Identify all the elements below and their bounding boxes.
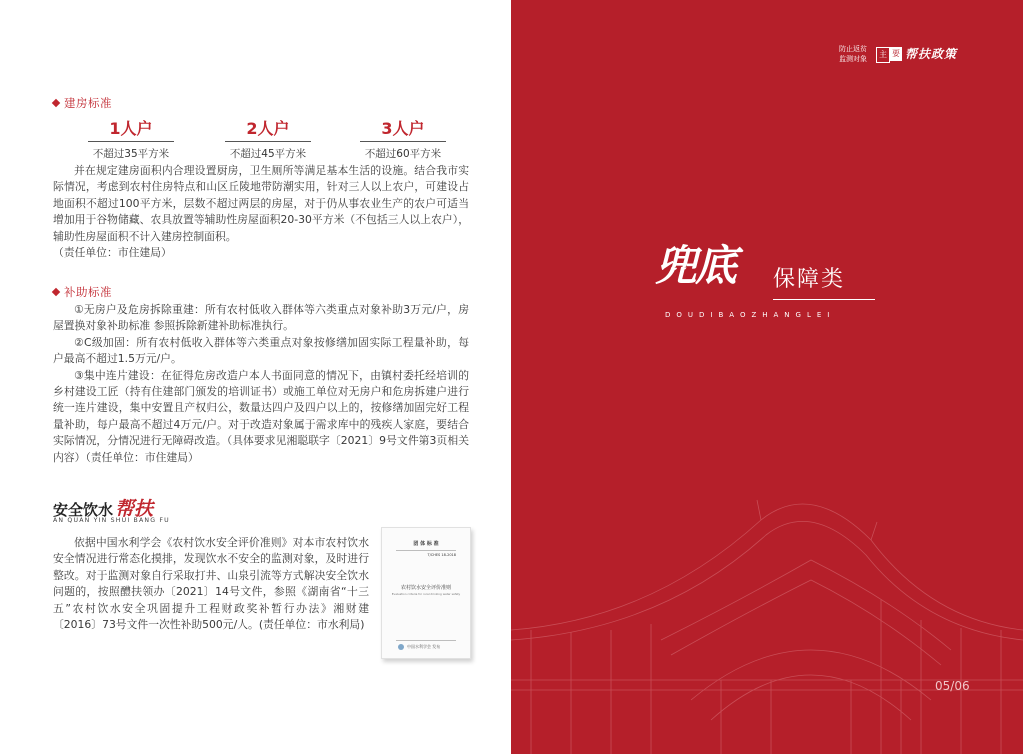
housing-paragraph: 并在规定建房面积内合理设置厨房，卫生厕所等满足基本生活的设施。结合我市实际情况，考虑到农村住房特点和山区丘陵地带防潮实用，针对三人以上农户，可建设占地面积不超过100平方米，层数不超过两层的房屋，对于仍从事农业生产的农户可适当增加用于谷物储藏、农具放置等辅助性房屋面积20-30平方米（不包括三人以上农户），辅助性房屋面积不计入建房控制面积。 （责任单位：市住建局） — [53, 163, 469, 261]
diamond-bullet-icon — [52, 99, 60, 107]
book-title: 农村饮水安全评价准则 — [400, 585, 451, 591]
household-1 — [88, 119, 174, 161]
diamond-bullet-icon — [52, 288, 60, 296]
housing-standard-heading: 建房标准 — [53, 95, 112, 111]
policy-badge — [833, 44, 963, 65]
section-title-calligraphy: 兜底 — [655, 241, 736, 290]
book-code: T/CHES 18-2018 — [427, 553, 456, 557]
subsidy-item-3: ③集中连片建设：在征得危房改造户本人书面同意的情况下，由镇村委托经培训的乡村建设工匠（持有住建部门颁发的培训证书）或施工单位对无房户和危房拆建户进行统一连片建设，集中安置且产权归公，数量达四户及四户以上的，按修缮加固完好工程量补助，每户最高不超过4万元/户。对于改造对象属于需求库中的残疾人家庭，要结合实际情况，分情况进行无障碍改造。（具体要求见湘聪联字〔2021〕9号文件第3页相关内容）（责任单位：市住建局） — [53, 368, 469, 464]
badge-box-1: 主 — [876, 47, 890, 63]
page-number: 05/06 — [935, 679, 970, 693]
household-count: 1人户 — [88, 119, 174, 142]
household-limit: 不超过45平方米 — [229, 148, 307, 160]
water-pinyin: AN QUAN YIN SHUI BANG FU — [53, 517, 170, 524]
subsidy-paragraph — [53, 302, 469, 466]
badge-text: 防止返贫 监测对象 — [839, 45, 867, 63]
housing-responsible: （责任单位：市住建局） — [53, 246, 172, 260]
household-3 — [360, 119, 446, 161]
book-top-label: 团 体 标 准 — [413, 541, 439, 547]
water-title: 安全饮水 — [53, 501, 114, 519]
household-count: 3人户 — [360, 119, 446, 142]
subsidy-item-2: ②C级加固：所有农村低收入群体等六类重点对象按修缮加固实际工程量补助，每户最高不超过1.5万元/户。 — [53, 335, 469, 366]
subsidy-standard-heading: 补助标准 — [53, 284, 112, 300]
section-title-pinyin: DOUDIBAOZHANGLEI — [665, 311, 836, 319]
standard-book-cover — [381, 527, 471, 659]
water-paragraph: 依据中国水利学会《农村饮水安全评价准则》对本市农村饮水安全情况进行常态化摸排，发现饮水不安全的监测对象，及时进行整改。对于监测对象自行采取打井、山泉引流等方式解决安全饮水问题的，按照醴扶领办〔2021〕14号文件，参照《湖南省“十三五”农村饮水安全巩固提升工程财政奖补暂行办法》湘财建〔2016〕73号文件一次性补助500元/人。(责任单位：市水利局) — [53, 536, 369, 632]
household-limit: 不超过35平方米 — [92, 148, 170, 160]
section-title: 保障类 — [773, 267, 846, 292]
household-limit: 不超过60平方米 — [364, 148, 442, 160]
title-underline — [773, 299, 875, 300]
traditional-building-illustration — [511, 480, 1023, 754]
water-calligraphy: 帮扶 — [115, 498, 154, 520]
household-2 — [225, 119, 311, 161]
household-count: 2人户 — [225, 119, 311, 142]
book-subtitle: Evaluation criteria for rural drinking water safety — [391, 592, 461, 596]
badge-box-2: 要 — [890, 47, 902, 61]
subsidy-item-1: ①无房户及危房拆除重建：所有农村低收入群体等六类重点对象补助3万元/户，房屋置换对象补助标准 参照拆除新建补助标准执行。 — [53, 303, 469, 333]
book-society: 中国水利学会 发布 — [407, 644, 441, 649]
water-section-heading — [53, 494, 170, 524]
society-logo-icon — [398, 644, 404, 650]
badge-calligraphy: 帮扶政策 — [905, 47, 958, 61]
